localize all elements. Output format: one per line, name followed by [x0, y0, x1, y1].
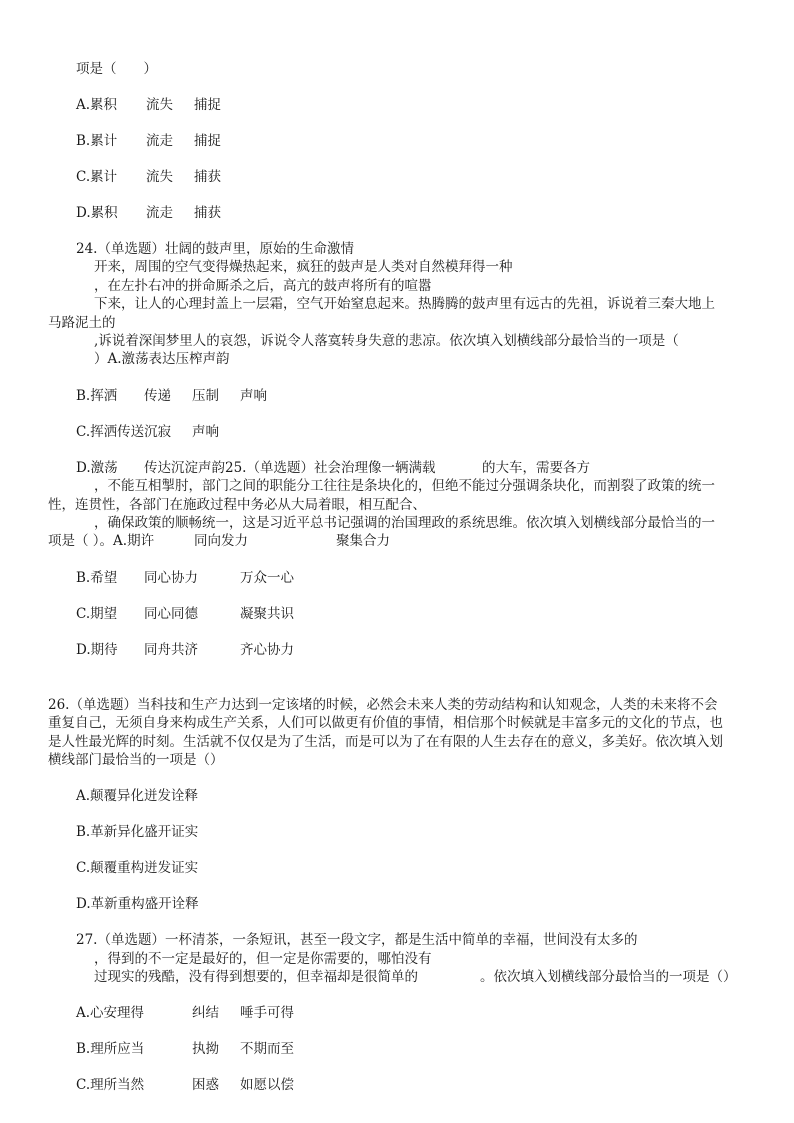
- option-term: D.累积: [76, 205, 118, 221]
- q27-stem: 过现实的残酷，没有得到想要的，但幸福却是很简单的: [94, 969, 418, 985]
- option-term: B.理所应当: [76, 1041, 145, 1057]
- q26-option-b[interactable]: B.革新异化盛开证实: [76, 824, 199, 840]
- option-term: D.期待: [76, 642, 118, 658]
- option-term: 捕捉: [194, 133, 221, 149]
- q25-stem: 性，连贯性，各部门在施政过程中务必从大局着眼，相互配合、: [48, 497, 426, 513]
- option-term: 万众一心: [240, 570, 294, 586]
- option-term: B.挥洒: [76, 388, 118, 404]
- q23-option-c[interactable]: [76, 168, 221, 186]
- option-term: C.理所当然: [76, 1077, 145, 1093]
- option-term: 聚集合力: [336, 533, 390, 549]
- option-term: 流走: [146, 205, 173, 221]
- q25-stem: ，确保政策的顺畅统一，这是习近平总书记强调的治国理政的系统思维。依次填入划横线部分最恰当的一: [94, 515, 715, 531]
- option-term: 传递: [144, 388, 171, 404]
- q23-option-d[interactable]: [76, 204, 221, 222]
- q25-option-b[interactable]: [76, 569, 294, 587]
- q26-option-c[interactable]: C.颠覆重构迸发证实: [76, 860, 199, 876]
- q27-option-b[interactable]: [76, 1040, 294, 1058]
- q23-tail: 项是（ ）: [76, 61, 157, 77]
- q24-stem: 开来，周围的空气变得燥热起来，疯狂的鼓声是人类对自然模拜得一种: [94, 259, 513, 275]
- option-term: 凝聚共识: [240, 606, 294, 622]
- q25-stem-start: 传达沉淀声韵25.（单选题）社会治理像一辆满载: [144, 460, 436, 476]
- option-term: 同向发力: [194, 533, 248, 549]
- q27-stem: 27.（单选题）一杯清茶，一条短讯，甚至一段文字，都是生活中简单的幸福，世间没有太多的: [76, 932, 638, 948]
- option-term: 同心同德: [144, 606, 198, 622]
- q23-option-a[interactable]: [76, 96, 221, 114]
- q25-stem-start: 的大车，需要各方: [482, 460, 590, 476]
- option-term: 捕获: [194, 169, 221, 185]
- q26-option-d[interactable]: D.革新重构盛开诠释: [76, 896, 199, 912]
- option-term: 同舟共济: [144, 642, 198, 658]
- option-term: 不期而至: [240, 1041, 294, 1057]
- option-term: 流失: [146, 169, 173, 185]
- option-term: D.激荡: [76, 460, 118, 476]
- q26-stem: 26.（单选题）当科技和生产力达到一定该堵的时候，必然会未来人类的劳动结构和认知观念，人类的未来将不会: [48, 697, 718, 713]
- option-term: C.挥洒传送沉寂: [76, 424, 172, 440]
- q24-stem: ，在左扑右冲的拼命厮杀之后，高亢的鼓声将所有的喧嚣: [94, 278, 432, 294]
- q25-option-c[interactable]: [76, 605, 294, 623]
- q24-option-b[interactable]: [76, 387, 267, 405]
- q27-stem: 。依次填入划横线部分最恰当的一项是（）: [480, 969, 737, 985]
- q26-stem: 重复自己，无须自身来构成生产关系，人们可以做更有价值的事情，相信那个时候就是丰富多元的文化的节点，也: [48, 715, 723, 731]
- q24-stem: 下来，让人的心理封盖上一层霜，空气开始窒息起来。热腾腾的鼓声里有远古的先祖，诉说着三秦大地上: [94, 296, 715, 312]
- q27-option-a[interactable]: [76, 1004, 294, 1022]
- option-term: 如愿以偿: [240, 1077, 294, 1093]
- option-term: 捕捉: [194, 97, 221, 113]
- q24-option-c[interactable]: [76, 423, 219, 441]
- q27-option-c[interactable]: [76, 1076, 294, 1094]
- q24-option-a[interactable]: ）A.激荡表达压榨声韵: [94, 351, 230, 367]
- option-term: 同心协力: [144, 570, 198, 586]
- option-term: 声响: [240, 388, 267, 404]
- option-term: C.累计: [76, 169, 118, 185]
- option-term: C.期望: [76, 606, 118, 622]
- q25-stem: ，不能互相掣肘，部门之间的职能分工往往是条块化的，但绝不能过分强调条块化，而割裂了政策的统一: [94, 478, 715, 494]
- q24-option-d[interactable]: [76, 459, 590, 477]
- option-term: 捕获: [194, 205, 221, 221]
- option-term: 困惑: [192, 1077, 219, 1093]
- option-term: 纠结: [192, 1005, 219, 1021]
- q24-stem: 马路泥土的: [48, 315, 116, 331]
- q24-stem: 24.（单选题）壮阔的鼓声里，原始的生命激情: [76, 241, 354, 257]
- option-term: B.希望: [76, 570, 118, 586]
- option-term: 流失: [146, 97, 173, 113]
- option-term: A.心安理得: [76, 1005, 145, 1021]
- q25-option-d[interactable]: [76, 641, 294, 659]
- q26-stem: 横线部门最恰当的一项是（）: [48, 752, 224, 768]
- q26-option-a[interactable]: A.颠覆异化迸发诠释: [76, 788, 199, 804]
- q25-option-a[interactable]: 项是（ ）。A.期许: [48, 533, 155, 549]
- option-term: B.累计: [76, 133, 118, 149]
- q26-stem: 是人性最光辉的时刻。生活就不仅仅是为了生活，而是可以为了在有限的人生去存在的意义，多美好。依次填入划: [48, 734, 723, 750]
- option-term: 流走: [146, 133, 173, 149]
- option-term: 齐心协力: [240, 642, 294, 658]
- q27-stem: ，得到的不一定是最好的，但一定是你需要的，哪怕没有: [94, 951, 432, 967]
- q23-option-b[interactable]: [76, 132, 221, 150]
- option-term: 执拗: [192, 1041, 219, 1057]
- option-term: 声响: [192, 424, 219, 440]
- option-term: 压制: [192, 388, 219, 404]
- option-term: 唾手可得: [240, 1005, 294, 1021]
- q24-stem: ,诉说着深闺梦里人的哀怨，诉说令人落寞转身失意的悲凉。依次填入划横线部分最恰当的一项是（: [94, 333, 679, 349]
- option-term: A.累积: [76, 97, 118, 113]
